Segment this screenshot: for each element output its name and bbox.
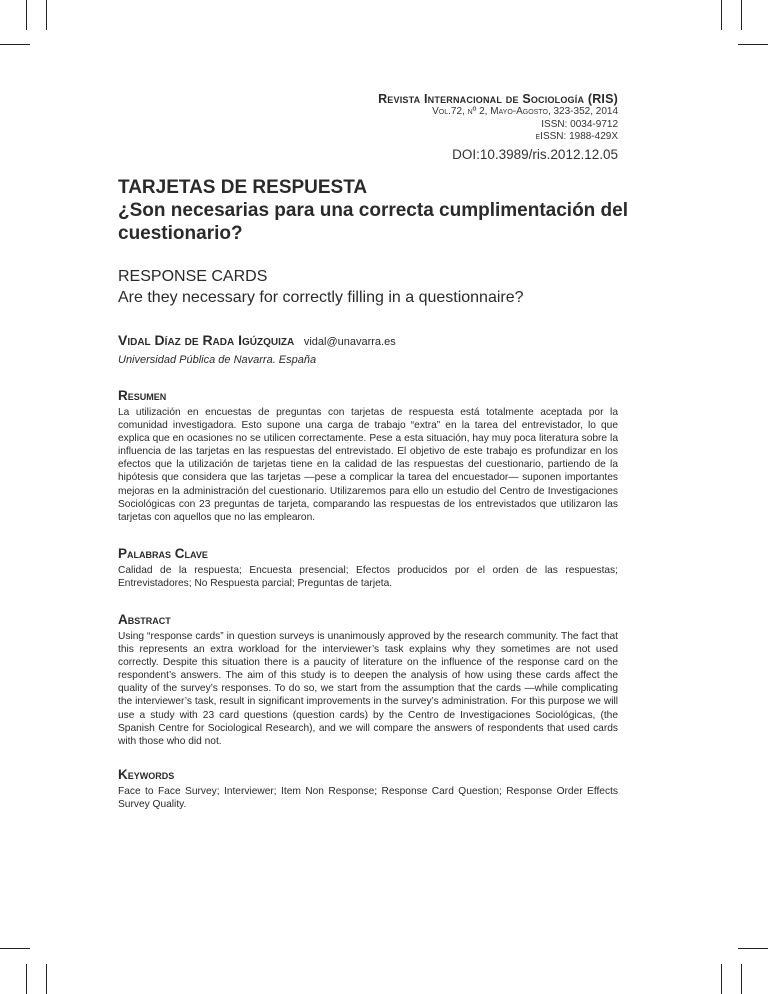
author-name: Vidal Díaz de Rada Igúzquiza xyxy=(118,332,295,348)
crop-mark xyxy=(721,0,722,30)
english-title-line1: RESPONSE CARDS xyxy=(118,268,268,285)
journal-name: Revista Internacional de Sociología (RIS) xyxy=(378,92,618,106)
crop-mark xyxy=(26,964,27,994)
crop-mark xyxy=(0,948,30,949)
journal-header xyxy=(378,92,618,162)
journal-doi[interactable]: DOI:10.3989/ris.2012.12.05 xyxy=(452,146,618,162)
crop-mark xyxy=(738,948,768,949)
crop-mark xyxy=(741,964,742,994)
english-title xyxy=(118,266,628,308)
palabras-clave-text: Calidad de la respuesta; Encuesta presencial; Efectos producidos por el orden de las respuestas; Entrevistadores; No Respuesta parcial; Preguntas de tarjeta. xyxy=(118,565,618,590)
abstract-heading: Abstract xyxy=(118,612,171,627)
journal-issn: ISSN: 0034-9712 xyxy=(541,118,618,130)
spanish-title-line2: ¿Son necesarias para una correcta cumplimentación del cuestionario? xyxy=(118,200,629,244)
crop-mark xyxy=(741,0,742,30)
author-affiliation: Universidad Pública de Navarra. España xyxy=(118,354,317,366)
author-line xyxy=(118,332,396,348)
crop-mark xyxy=(721,964,722,994)
english-title-line2: Are they necessary for correctly filling in a questionnaire? xyxy=(118,289,524,306)
author-email[interactable]: vidal@unavarra.es xyxy=(303,336,396,348)
crop-mark xyxy=(46,964,47,994)
resumen-text: La utilización en encuestas de preguntas con tarjetas de respuesta está totalmente aceptada por la comunidad investigadora. Esto supone una carga de trabajo “extra” en la tarea del entrevistador, lo que explica que en ocasiones no se utilicen correctamente. Pese a esta situación, hay muy poca literatura sobre la influencia de las tarjetas en las respuestas del entrevistado. El objetivo de este trabajo es profundizar en los efectos que la utilización de tarjetas tiene en la calidad de las respuestas del cuestionario, partiendo de la hipótesis que considera que las tarjetas —pese a complicar la tarea del encuestador— suponen importantes mejoras en la administración del cuestionario. Utilizaremos para ello un estudio del Centro de Investigaciones Sociológicas con 23 preguntas de tarjeta, comparando las respuestas de los entrevistados que utilizaron las tarjetas con aquellos que no las emplearon. xyxy=(118,407,618,523)
keywords-text: Face to Face Survey; Interviewer; Item Non Response; Response Card Question; Response Order Effects Survey Quality. xyxy=(118,786,618,811)
keywords-heading: Keywords xyxy=(118,767,175,782)
spanish-title-line1: TARJETAS DE RESPUESTA xyxy=(118,177,368,198)
crop-mark xyxy=(738,44,768,45)
crop-mark xyxy=(0,44,30,45)
journal-eissn: eISSN: 1988-429X xyxy=(535,131,618,142)
journal-volume: Vol.72, nº 2, Mayo-Agosto, 323-352, 2014 xyxy=(432,106,618,117)
crop-mark xyxy=(46,0,47,30)
resumen-heading: Resumen xyxy=(118,388,167,403)
crop-mark xyxy=(26,0,27,30)
palabras-clave-heading: Palabras Clave xyxy=(118,546,208,561)
abstract-text: Using “response cards” in question surveys is unanimously approved by the research community. The fact that this represents an extra workload for the interviewer’s task explains why they sometimes are not used correctly. Despite this situation there is a paucity of literature on the influence of the response card on the respondent’s answers. The aim of this study is to deepen the analysis of how using these cards affect the quality of the survey’s responses. To do so, we start from the assumption that the cards —while complicating the interviewer’s task, result in significant improvements in the survey’s administration. For this purpose we will use a study with 23 card questions (question cards) by the Centro de Investigaciones Sociológicas, (the Spanish Centre for Sociological Research), and we will compare the answers of respondents that used cards with those who did not. xyxy=(118,631,618,747)
spanish-title xyxy=(118,176,628,245)
